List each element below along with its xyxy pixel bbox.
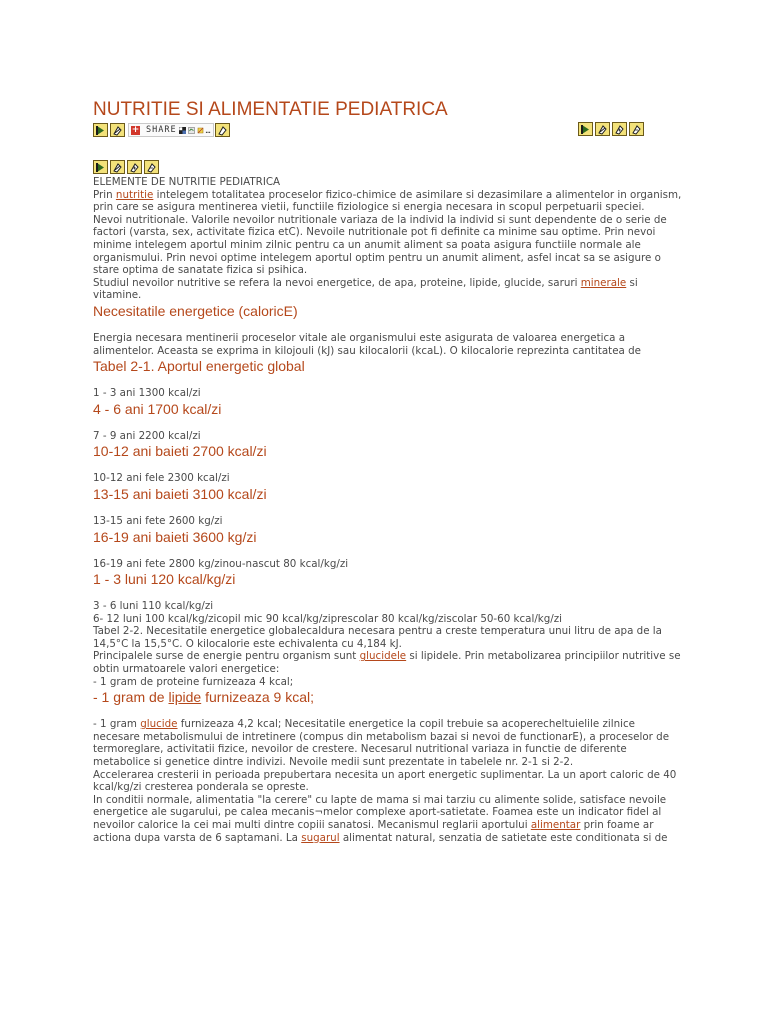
text: furnizeaza 9 kcal; xyxy=(201,689,315,706)
text: alimentat natural, senzatia de satietate este conditionata si de xyxy=(339,831,668,844)
translate-icon[interactable] xyxy=(595,122,610,136)
digg-icon[interactable] xyxy=(188,127,195,134)
link-lipide[interactable]: lipide xyxy=(168,689,202,706)
table-row: 16-19 ani fete 2800 kg/zinou-nascut 80 kcal/kg/zi xyxy=(93,557,349,570)
text: - 1 gram xyxy=(93,718,141,731)
translate-icon[interactable] xyxy=(110,123,125,137)
text: In conditii normale, alimentatia "la cerere" cu lapte de mama si mai tarziu cu alimente solide, satisface nevoile energetice ale sugarului, pe calea mecanis¬melor complexe aport-satietate. Foamea este un indicator fidel al nevoilor calorice la cei mai multi dintre copiii sanatosi. Mecanismul reglarii aportului xyxy=(93,793,667,831)
link-glucide[interactable]: glucide xyxy=(140,718,178,731)
section-subheading: ELEMENTE DE NUTRITIE PEDIATRICA xyxy=(93,176,281,188)
speak-icon[interactable] xyxy=(93,160,108,174)
zoom-out-icon[interactable] xyxy=(144,160,159,174)
paragraph: Energia necesara mentinerii proceselor vitale ale organismului este asigurata de valoarea energetica a alimentelor. Aceasta se exprima in kilojouli (kJ) sau kilocalorii (kcaL). O kilocalorie reprezinta cantitatea de xyxy=(93,331,642,357)
text: si vitamine. xyxy=(93,276,638,302)
right-toolbar xyxy=(578,122,646,136)
paragraph: - 1 gram de proteine furnizeaza 4 kcal; xyxy=(93,675,294,688)
spacer xyxy=(93,375,683,387)
text: si lipidele. Prin metabolizarea principiilor nutritive se obtin urmatoarele valori energetice: xyxy=(93,650,681,676)
text: Studiul nevoilor nutritive se refera la nevoi energetice, de apa, proteine, lipide, glucide, saruri xyxy=(93,276,581,289)
text: Principalele surse de energie pentru organism sunt xyxy=(93,650,360,663)
link-nutritie[interactable]: nutritie xyxy=(115,188,154,201)
spacer xyxy=(93,588,683,600)
more-icon[interactable] xyxy=(197,127,204,134)
article-body xyxy=(93,176,683,844)
share-label: SHARE xyxy=(146,125,177,135)
delicious-icon[interactable] xyxy=(179,127,186,134)
text: prin foame ar actiona dupa varsta de 6 saptamani. La xyxy=(93,819,654,844)
table-heading: Tabel 2-1. Aportul energetic global xyxy=(93,358,305,375)
section-heading: Necesitatile energetice (caloricE) xyxy=(93,302,298,319)
zoom-out-icon[interactable] xyxy=(629,122,644,136)
zoom-in-icon[interactable] xyxy=(127,160,142,174)
table-row: 7 - 9 ani 2200 kcal/zi xyxy=(93,429,201,442)
spacer xyxy=(93,546,683,558)
paragraph-large xyxy=(93,688,683,706)
zoom-in-icon[interactable] xyxy=(215,123,230,137)
text: furnizeaza 4,2 kcal; Necesitatile energetice la copil trebuie sa acoperecheltuielile zilnice necesare metabolismului de intretinere (compus din metabolism bazai si nevoi de functionarE), a proceselor de termoreglare, activitatii fizice, nevoilor de crestere. Necesarul nutritional variaza in functie de diferente metabolice si genetice dintre indivizi. Nevoile medii sunt prezentate in tabelele nr. 2-1 si 2-2. xyxy=(93,718,670,769)
paragraph: 6- 12 luni 100 kcal/kg/zicopil mic 90 kcal/kg/ziprescolar 80 kcal/kg/ziscolar 50-60 kcal/kg/zi xyxy=(93,612,563,625)
link-sugarul[interactable]: sugarul xyxy=(301,831,340,844)
link-minerale[interactable]: minerale xyxy=(580,276,627,289)
paragraph xyxy=(93,794,683,844)
spacer xyxy=(93,706,683,718)
zoom-in-icon[interactable] xyxy=(612,122,627,136)
table-row: 1 - 3 luni 120 kcal/kg/zi xyxy=(93,571,236,588)
table-row: 13-15 ani baieti 3100 kcal/zi xyxy=(93,485,267,502)
speak-icon[interactable] xyxy=(578,122,593,136)
link-alimentar[interactable]: alimentar xyxy=(530,819,581,831)
page-title: NUTRITIE SI ALIMENTATIE PEDIATRICA xyxy=(93,99,448,120)
table-row: 13-15 ani fete 2600 kg/zi xyxy=(93,514,223,527)
paragraph: Tabel 2-2. Necesitatile energetice globalecaldura necesara pentru a creste temperatura unui litru de apa de la 14,5°C la 15,5°C. O kilocalorie este echivalenta cu 4,184 kJ. xyxy=(93,625,662,650)
paragraph: Accelerarea cresterii in perioada prepubertara necesita un aport energetic suplimentar. La un aport caloric de 40 kcal/kg/zi cresterea ponderala se opreste. xyxy=(93,768,677,794)
text: - 1 gram de xyxy=(93,689,169,706)
share-more-dots: … xyxy=(205,125,211,135)
paragraph xyxy=(93,650,683,675)
table-row: 1 - 3 ani 1300 kcal/zi xyxy=(93,387,201,400)
section-toolbar xyxy=(93,160,161,174)
title-toolbar xyxy=(93,123,232,137)
paragraph: Nevoi nutritionale. Valorile nevoilor nutritionale variaza de la individ la individ si sunt dependente de o serie de factori (varsta, sex, activitate fizica etC). Nevoile nutritionale pot fi definite ca minime sau optime. Prin nevoi minime intelegem aportul minim zilnic pentru ca un anumit aliment sa poata asigura functiile normale ale organismului. Prin nevoi optime intelegem aportul optim pentru un anumit aliment, asfel incat sa se asigure o stare optima de sanatate fizica si psihica. xyxy=(93,213,667,277)
spacer xyxy=(93,460,683,472)
paragraph xyxy=(93,277,683,302)
spacer xyxy=(93,503,683,515)
table-row: 4 - 6 ani 1700 kcal/zi xyxy=(93,400,222,417)
table-row: 10-12 ani fele 2300 kcal/zi xyxy=(93,472,230,485)
link-glucidele[interactable]: glucidele xyxy=(359,650,407,663)
paragraph xyxy=(93,189,683,214)
text: intelegem totalitatea proceselor fizico-chimice de asimilare si dezasimilare a alimentelor in organism, prin care se asigura mentinerea vietii, functiile fiziologice si energia necesara in scopul perpetuarii speciei. xyxy=(93,188,682,214)
share-button[interactable] xyxy=(128,123,214,137)
paragraph xyxy=(93,718,683,768)
spacer xyxy=(93,418,683,430)
text: Prin xyxy=(93,188,116,201)
spacer xyxy=(93,320,683,332)
table-row: 16-19 ani baieti 3600 kg/zi xyxy=(93,528,257,545)
plus-icon: + xyxy=(131,124,140,135)
translate-icon[interactable] xyxy=(110,160,125,174)
table-row: 10-12 ani baieti 2700 kcal/zi xyxy=(93,443,267,460)
paragraph: 3 - 6 luni 110 kcal/kg/zi xyxy=(93,600,214,613)
speak-icon[interactable] xyxy=(93,123,108,137)
